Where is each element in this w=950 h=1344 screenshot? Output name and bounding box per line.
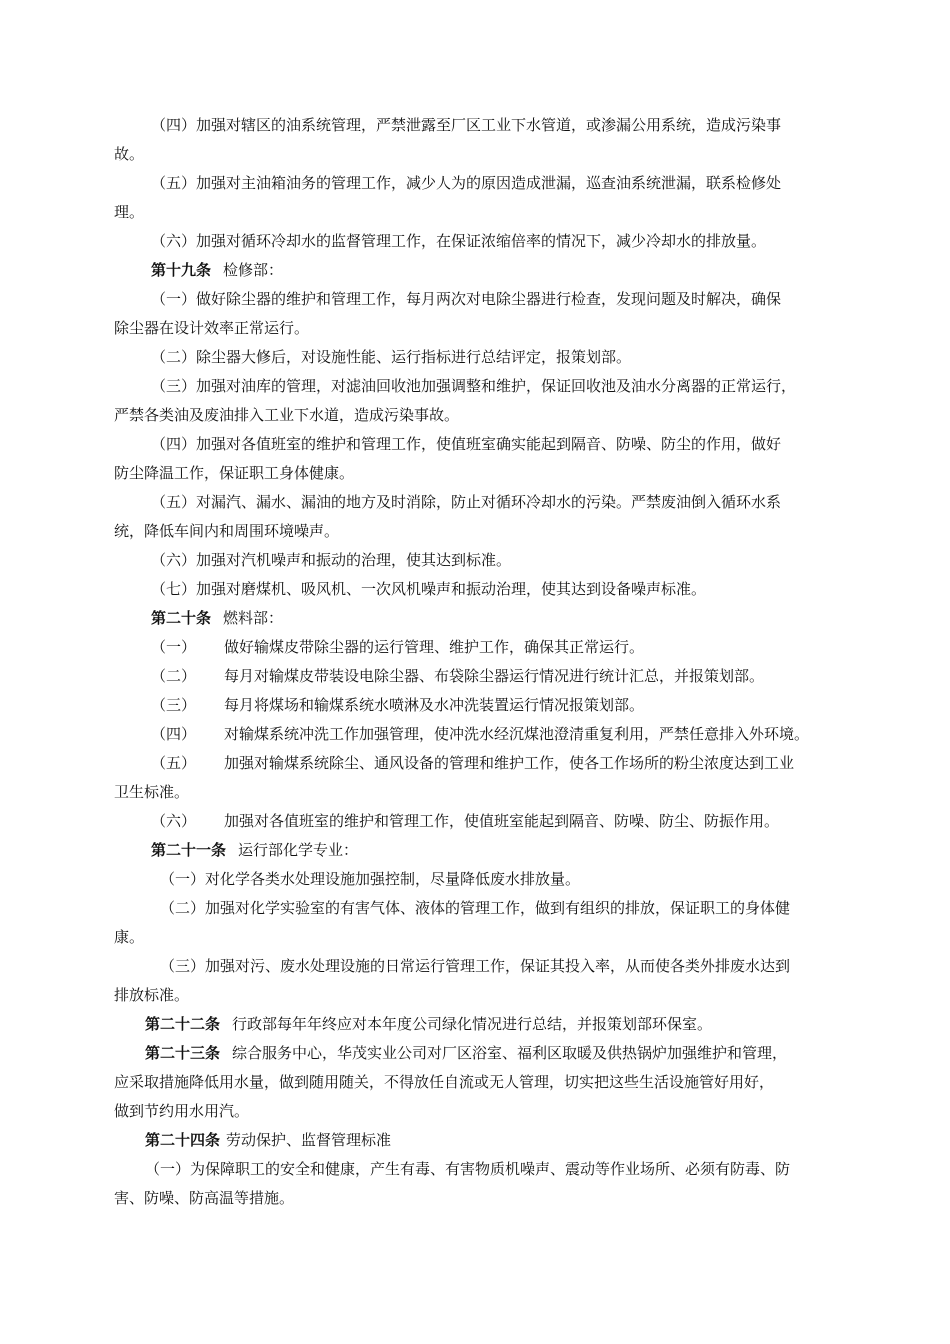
article-heading bbox=[145, 1014, 712, 1034]
article-heading bbox=[151, 260, 283, 280]
numbered-item bbox=[151, 753, 794, 773]
paragraph-line: （六）加强对循环冷却水的监督管理工作，在保证浓缩倍率的情况下，减少冷却水的排放量。 bbox=[151, 232, 767, 250]
article-text: 行政部每年年终应对本年度公司绿化情况进行总结，并报策划部环保室。 bbox=[232, 1015, 713, 1033]
article-number: 第二十二条 bbox=[145, 1015, 221, 1033]
item-text: 每月将煤场和输煤系统水喷淋及水冲洗装置运行情况报策划部。 bbox=[224, 696, 645, 714]
paragraph-line: 统，降低车间内和周围环境噪声。 bbox=[114, 522, 340, 540]
paragraph-line: （一）对化学各类水处理设施加强控制，尽量降低废水排放量。 bbox=[160, 870, 581, 888]
paragraph-line: （二）除尘器大修后，对设施性能、运行指标进行总结评定，报策划部。 bbox=[151, 348, 632, 366]
paragraph-line: 卫生标准。 bbox=[114, 783, 190, 801]
paragraph-line: 排放标准。 bbox=[114, 986, 190, 1004]
paragraph-line: 理。 bbox=[114, 203, 145, 221]
article-title: 劳动保护、监督管理标准 bbox=[226, 1131, 392, 1149]
paragraph-line: 故。 bbox=[114, 145, 145, 163]
paragraph-line: （五）加强对主油箱油务的管理工作，减少人为的原因造成泄漏，巡查油系统泄漏，联系检修处 bbox=[151, 174, 782, 192]
item-number: （二） bbox=[151, 667, 197, 685]
paragraph-line: （六）加强对汽机噪声和振动的治理，使其达到标准。 bbox=[151, 551, 512, 569]
paragraph-line: （二）加强对化学实验室的有害气体、液体的管理工作，做到有组织的排放，保证职工的身体健 bbox=[160, 899, 791, 917]
paragraph-line: （四）加强对辖区的油系统管理，严禁泄露至厂区工业下水管道，或渗漏公用系统，造成污染事 bbox=[151, 116, 782, 134]
article-title: 检修部： bbox=[223, 261, 284, 279]
paragraph-line: （五）对漏汽、漏水、漏油的地方及时消除，防止对循环冷却水的污染。严禁废油倒入循环水系 bbox=[151, 493, 782, 511]
article-heading bbox=[145, 1130, 391, 1150]
paragraph-line: （一）为保障职工的安全和健康，产生有毒、有害物质机噪声、震动等作业场所、必须有防毒、防 bbox=[145, 1160, 791, 1178]
numbered-item bbox=[151, 724, 809, 744]
item-number: （三） bbox=[151, 696, 197, 714]
article-number: 第二十条 bbox=[151, 609, 212, 627]
paragraph-line: 做到节约用水用汽。 bbox=[114, 1102, 250, 1120]
article-title: 运行部化学专业： bbox=[238, 841, 359, 859]
paragraph-line: （三）加强对污、废水处理设施的日常运行管理工作，保证其投入率，从而使各类外排废水达到 bbox=[160, 957, 791, 975]
item-text: 每月对输煤皮带装设电除尘器、布袋除尘器运行情况进行统计汇总，并报策划部。 bbox=[224, 667, 765, 685]
item-text: 加强对输煤系统除尘、通风设备的管理和维护工作，使各工作场所的粉尘浓度达到工业 bbox=[224, 754, 795, 772]
article-heading bbox=[145, 1043, 787, 1063]
article-number: 第十九条 bbox=[151, 261, 212, 279]
article-heading bbox=[151, 608, 283, 628]
paragraph-line: （七）加强对磨煤机、吸风机、一次风机噪声和振动治理，使其达到设备噪声标准。 bbox=[151, 580, 707, 598]
article-number: 第二十一条 bbox=[151, 841, 227, 859]
article-number: 第二十三条 bbox=[145, 1044, 221, 1062]
paragraph-line: 应采取措施降低用水量，做到随用随关，不得放任自流或无人管理，切实把这些生活设施管好用好， bbox=[114, 1073, 775, 1091]
paragraph-line: 害、防噪、防高温等措施。 bbox=[114, 1189, 295, 1207]
article-heading bbox=[151, 840, 358, 860]
numbered-item bbox=[151, 666, 764, 686]
article-number: 第二十四条 bbox=[145, 1131, 221, 1149]
item-number: （一） bbox=[151, 638, 197, 656]
paragraph-line: 康。 bbox=[114, 928, 145, 946]
paragraph-line: （三）加强对油库的管理，对滤油回收池加强调整和维护，保证回收池及油水分离器的正常运行， bbox=[151, 377, 797, 395]
numbered-item bbox=[151, 695, 644, 715]
paragraph-line: 防尘降温工作，保证职工身体健康。 bbox=[114, 464, 355, 482]
item-text: 做好输煤皮带除尘器的运行管理、维护工作，确保其正常运行。 bbox=[224, 638, 645, 656]
article-text: 综合服务中心，华茂实业公司对厂区浴室、福利区取暖及供热锅炉加强维护和管理， bbox=[232, 1044, 788, 1062]
paragraph-line: （一）做好除尘器的维护和管理工作，每月两次对电除尘器进行检查，发现问题及时解决，确保 bbox=[151, 290, 782, 308]
item-text: 对输煤系统冲洗工作加强管理，使冲洗水经沉煤池澄清重复利用，严禁任意排入外环境。 bbox=[224, 725, 810, 743]
paragraph-line: 严禁各类油及废油排入工业下水道，造成污染事故。 bbox=[114, 406, 460, 424]
numbered-item bbox=[151, 811, 779, 831]
paragraph-line: （四）加强对各值班室的维护和管理工作，使值班室确实能起到隔音、防噪、防尘的作用，做好 bbox=[151, 435, 782, 453]
item-number: （六） bbox=[151, 812, 197, 830]
item-text: 加强对各值班室的维护和管理工作，使值班室能起到隔音、防噪、防尘、防振作用。 bbox=[224, 812, 780, 830]
item-number: （五） bbox=[151, 754, 197, 772]
paragraph-line: 除尘器在设计效率正常运行。 bbox=[114, 319, 310, 337]
numbered-item bbox=[151, 637, 644, 657]
article-title: 燃料部： bbox=[223, 609, 284, 627]
item-number: （四） bbox=[151, 725, 197, 743]
